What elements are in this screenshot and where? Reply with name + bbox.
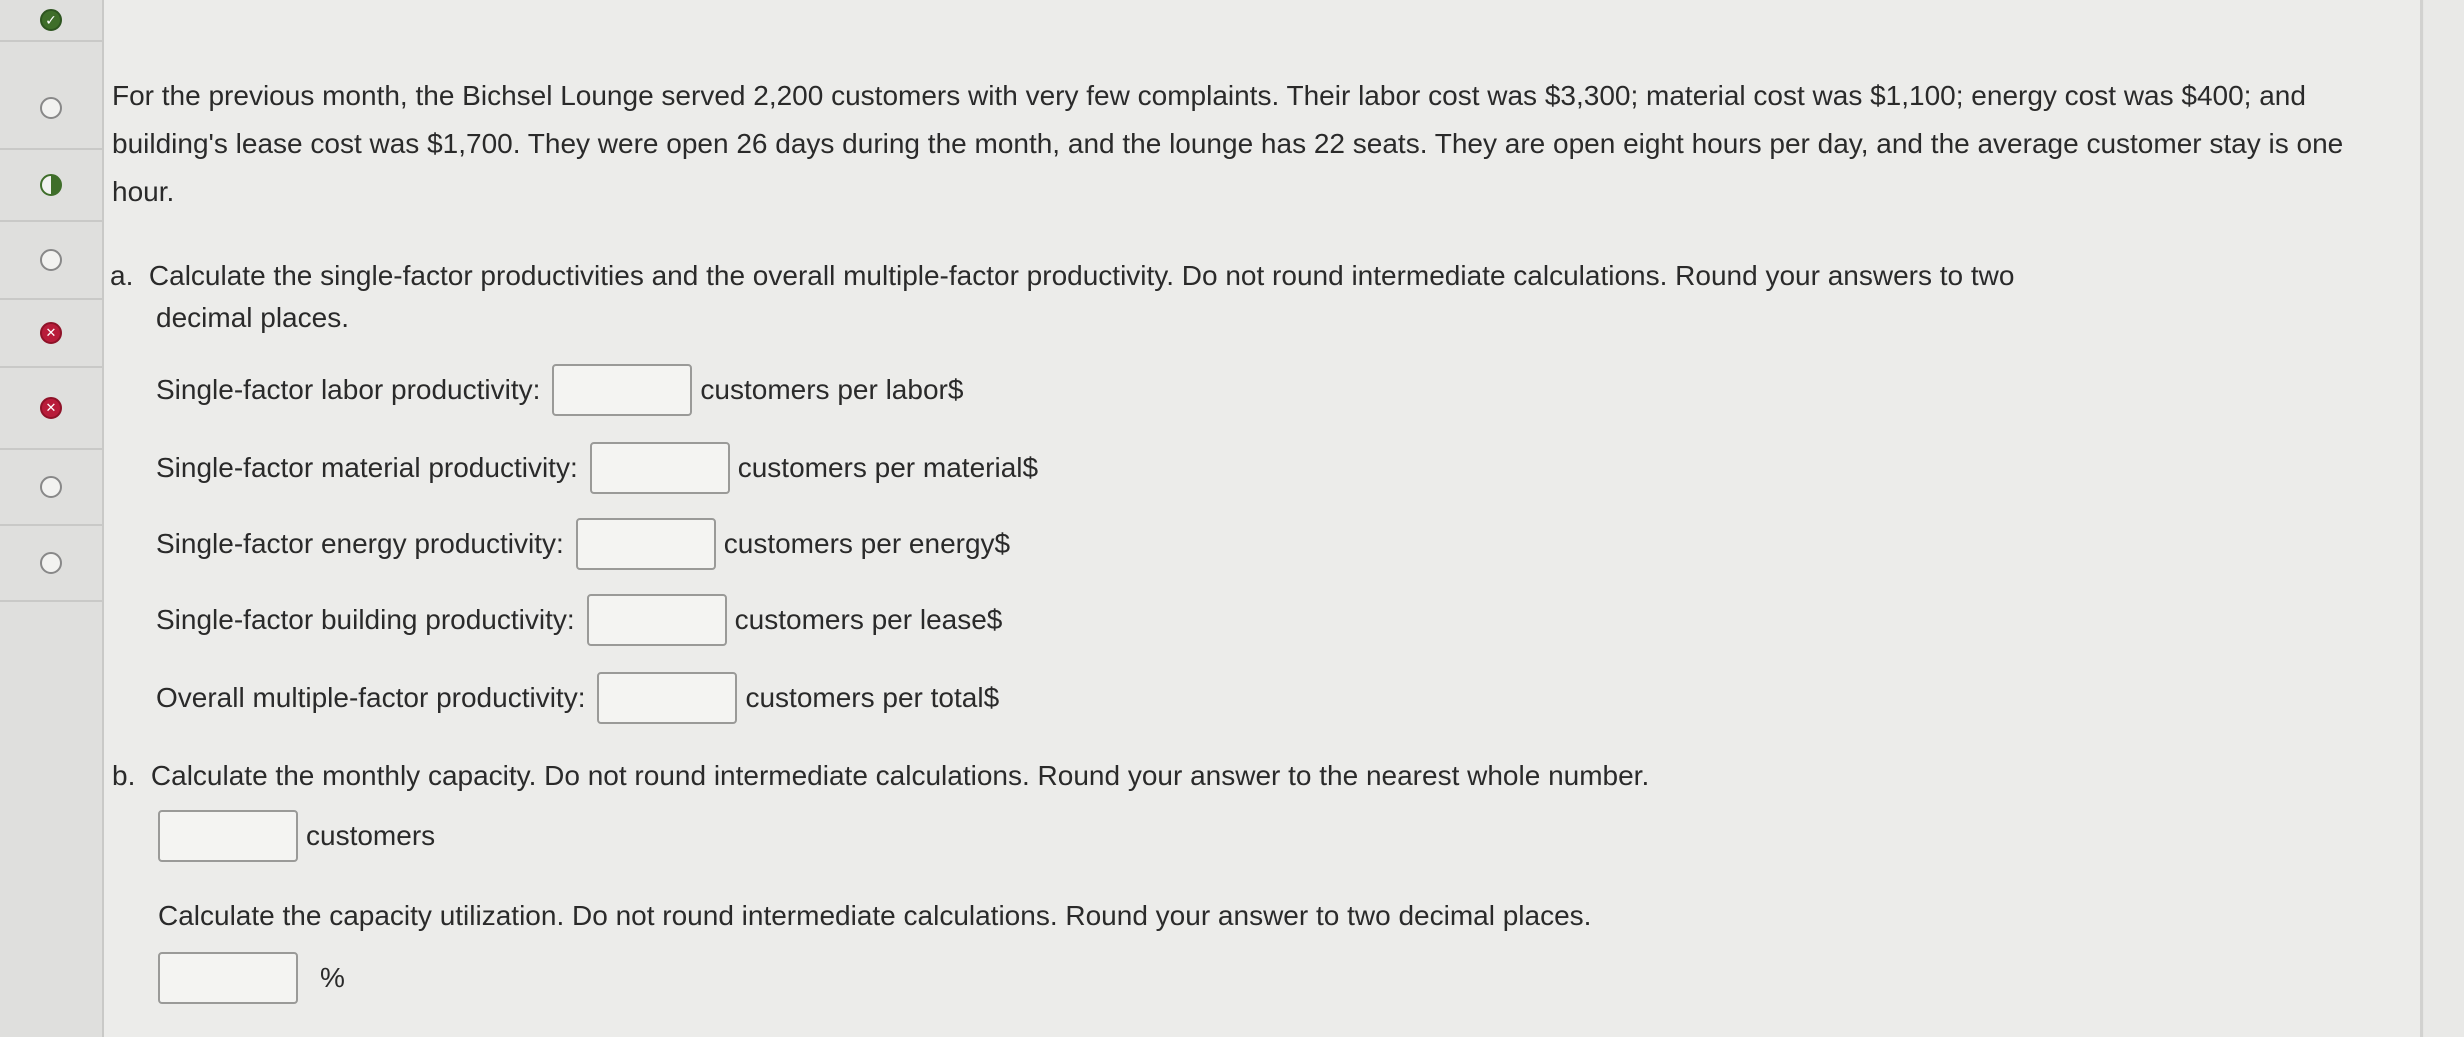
check-circle-icon: ✓ <box>40 9 62 31</box>
multifactor-productivity-input[interactable] <box>597 672 737 724</box>
x-circle-icon: ✕ <box>40 322 62 344</box>
question-intro: For the previous month, the Bichsel Lounge served 2,200 customers with very few complaints. Their labor cost was $3,300; material cost was $1,100; energy cost was $400; and building's lease cost was $1,700. They were open 26 days during the month, and the lounge has 22 seats. They are open eight hours per day, and the average customer stay is one hour. <box>112 80 2344 207</box>
question-nav-item-2[interactable] <box>0 68 102 150</box>
row-unit: customers per labor$ <box>700 374 964 405</box>
question-nav-item-1[interactable] <box>0 0 102 42</box>
energy-productivity-input[interactable] <box>576 518 716 570</box>
empty-circle-icon <box>40 249 62 271</box>
part-a-instruction <box>110 252 2014 300</box>
row-label: Single-factor labor productivity: <box>156 374 541 405</box>
row-label: Single-factor material productivity: <box>156 452 578 483</box>
row-label: Overall multiple-factor productivity: <box>156 682 586 713</box>
part-b-prefix: b. <box>112 760 136 791</box>
building-productivity-row <box>156 594 1002 646</box>
utilization-instruction: Calculate the capacity utilization. Do not round intermediate calculations. Round your answer to two decimal places. <box>158 900 1592 931</box>
empty-circle-icon <box>40 476 62 498</box>
right-gutter <box>2424 0 2464 1037</box>
x-circle-icon: ✕ <box>40 397 62 419</box>
row-unit: customers per energy$ <box>723 528 1011 559</box>
part-b-instruction <box>112 752 1649 800</box>
part-b-instruction-text: Calculate the monthly capacity. Do not round intermediate calculations. Round your answer to the nearest whole number. <box>150 760 1650 791</box>
row-unit: customers per material$ <box>737 452 1039 483</box>
empty-circle-icon <box>40 97 62 119</box>
energy-productivity-row <box>156 518 1010 570</box>
question-nav-item-3[interactable] <box>0 150 102 222</box>
part-a-instruction-line2: decimal places. <box>156 302 349 333</box>
question-nav-item-5[interactable] <box>0 300 102 368</box>
monthly-capacity-input[interactable] <box>158 810 298 862</box>
row-label: Single-factor building productivity: <box>156 604 575 635</box>
capacity-unit: customers <box>306 820 436 851</box>
capacity-row <box>158 810 435 862</box>
labor-productivity-row <box>156 364 963 416</box>
question-nav-item-7[interactable] <box>0 450 102 526</box>
part-a-instruction-line1: Calculate the single-factor productivities and the overall multiple-factor productivity. Do not round intermediate calculations. Round your answers to two <box>148 260 2015 291</box>
row-unit: customers per lease$ <box>734 604 1003 635</box>
question-nav-item-8[interactable] <box>0 526 102 602</box>
half-circle-icon <box>40 174 62 196</box>
row-unit: customers per total$ <box>745 682 1000 713</box>
question-nav-item-6[interactable] <box>0 368 102 450</box>
material-productivity-row <box>156 442 1038 494</box>
material-productivity-input[interactable] <box>590 442 730 494</box>
utilization-row <box>158 952 345 1004</box>
question-nav-item-4[interactable] <box>0 222 102 300</box>
multifactor-productivity-row <box>156 672 999 724</box>
part-a-prefix: a. <box>110 260 134 291</box>
capacity-utilization-input[interactable] <box>158 952 298 1004</box>
empty-circle-icon <box>40 552 62 574</box>
row-label: Single-factor energy productivity: <box>156 528 564 559</box>
percent-unit: % <box>320 962 345 993</box>
building-productivity-input[interactable] <box>587 594 727 646</box>
labor-productivity-input[interactable] <box>552 364 692 416</box>
question-nav-sidebar <box>0 0 104 1037</box>
